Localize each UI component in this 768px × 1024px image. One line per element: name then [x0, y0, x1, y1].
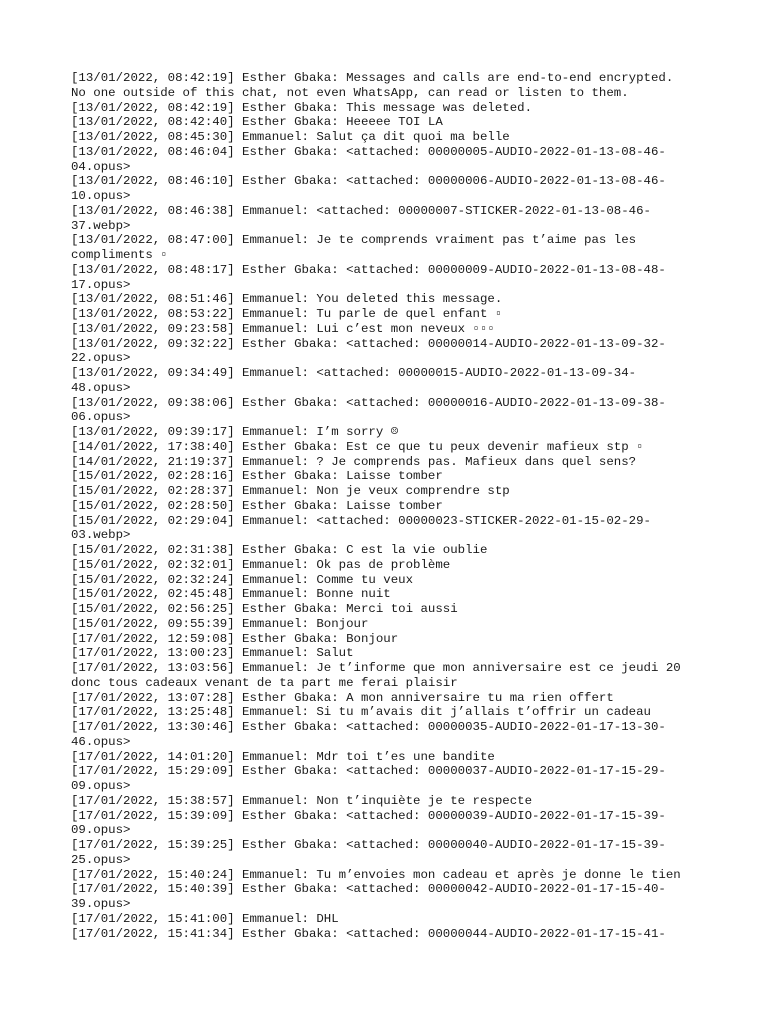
chat-log-line: [13/01/2022, 08:42:19] Esther Gbaka: This message was deleted.	[71, 100, 533, 115]
chat-log-line: 22.opus>	[71, 351, 131, 366]
chat-log-text	[71, 71, 701, 941]
chat-log-line: [17/01/2022, 13:00:23] Emmanuel: Salut	[71, 646, 354, 661]
chat-log-line: [13/01/2022, 09:32:22] Esther Gbaka: <attached: 00000014-AUDIO-2022-01-13-09-32-	[71, 336, 666, 351]
chat-log-line: [17/01/2022, 14:01:20] Emmanuel: Mdr toi t’es une bandite	[71, 749, 495, 764]
chat-log-line: [13/01/2022, 08:51:46] Emmanuel: You deleted this message.	[71, 292, 503, 307]
chat-log-line: 06.opus>	[71, 410, 131, 425]
chat-log-line: [13/01/2022, 08:42:40] Esther Gbaka: Heeeee TOI LA	[71, 115, 443, 130]
chat-log-line: 17.opus>	[71, 277, 131, 292]
chat-log-line: [17/01/2022, 15:40:39] Esther Gbaka: <attached: 00000042-AUDIO-2022-01-17-15-40-	[71, 882, 666, 897]
chat-log-line: [17/01/2022, 15:38:57] Emmanuel: Non t’inquiète je te respecte	[71, 793, 533, 808]
chat-log-line: [15/01/2022, 02:32:01] Emmanuel: Ok pas de problème	[71, 557, 451, 572]
chat-log-line: [13/01/2022, 08:46:38] Emmanuel: <attached: 00000007-STICKER-2022-01-13-08-46-	[71, 203, 651, 218]
chat-log-line: [15/01/2022, 02:29:04] Emmanuel: <attached: 00000023-STICKER-2022-01-15-02-29-	[71, 513, 651, 528]
chat-log-line: [15/01/2022, 02:28:37] Emmanuel: Non je veux comprendre stp	[71, 484, 510, 498]
chat-log-line: 46.opus>	[71, 734, 131, 749]
chat-log-line: [15/01/2022, 09:55:39] Emmanuel: Bonjour	[71, 616, 369, 631]
chat-log-line: [13/01/2022, 09:39:17] Emmanuel: I’m sorry ☹	[71, 425, 399, 439]
chat-log-line: 39.opus>	[71, 897, 131, 911]
chat-log-line: 04.opus>	[71, 159, 131, 174]
chat-log-line: [17/01/2022, 13:07:28] Esther Gbaka: A mon anniversaire tu ma rien offert	[71, 690, 614, 705]
chat-log-line: [13/01/2022, 08:42:19] Esther Gbaka: Messages and calls are end-to-end encrypted.	[71, 71, 674, 85]
chat-log-line: [17/01/2022, 15:40:24] Emmanuel: Tu m’envoies mon cadeau et après je donne le tien	[71, 867, 681, 882]
chat-log-line: [13/01/2022, 08:46:04] Esther Gbaka: <attached: 00000005-AUDIO-2022-01-13-08-46-	[71, 144, 666, 159]
chat-log-line: compliments ▫	[71, 248, 168, 262]
chat-log-line: [15/01/2022, 02:56:25] Esther Gbaka: Merci toi aussi	[71, 602, 458, 616]
chat-log-line: donc tous cadeaux venant de ta part me ferai plaisir	[71, 675, 458, 690]
chat-log-line: 10.opus>	[71, 189, 131, 203]
chat-log-line: [17/01/2022, 15:39:25] Esther Gbaka: <attached: 00000040-AUDIO-2022-01-17-15-39-	[71, 838, 666, 852]
chat-log-line: 03.webp>	[71, 528, 131, 543]
chat-log-line: [15/01/2022, 02:31:38] Esther Gbaka: C est la vie oublie	[71, 543, 488, 557]
chat-log-line: 48.opus>	[71, 380, 131, 395]
chat-log-line: No one outside of this chat, not even WhatsApp, can read or listen to them.	[71, 85, 629, 100]
chat-log-line: [15/01/2022, 02:28:16] Esther Gbaka: Laisse tomber	[71, 469, 443, 484]
chat-log-line: [13/01/2022, 09:23:58] Emmanuel: Lui c’est mon neveux ▫▫▫	[71, 321, 495, 336]
chat-log-line: [14/01/2022, 17:38:40] Esther Gbaka: Est ce que tu peux devenir mafieux stp ▫	[71, 439, 644, 454]
chat-log-line: [13/01/2022, 09:34:49] Emmanuel: <attached: 00000015-AUDIO-2022-01-13-09-34-	[71, 366, 637, 380]
chat-log-line: [13/01/2022, 08:46:10] Esther Gbaka: <attached: 00000006-AUDIO-2022-01-13-08-46-	[71, 174, 666, 189]
chat-log-line: [15/01/2022, 02:28:50] Esther Gbaka: Laisse tomber	[71, 498, 443, 513]
chat-log-line: [17/01/2022, 15:39:09] Esther Gbaka: <attached: 00000039-AUDIO-2022-01-17-15-39-	[71, 808, 666, 823]
chat-log-line: [17/01/2022, 12:59:08] Esther Gbaka: Bonjour	[71, 631, 399, 646]
chat-log-line: [17/01/2022, 13:03:56] Emmanuel: Je t’informe que mon anniversaire est ce jeudi 20	[71, 661, 681, 675]
chat-log-line: [15/01/2022, 02:32:24] Emmanuel: Comme tu veux	[71, 572, 414, 587]
chat-log-line: [13/01/2022, 08:47:00] Emmanuel: Je te comprends vraiment pas t’aime pas les	[71, 233, 637, 248]
chat-log-line: [13/01/2022, 08:53:22] Emmanuel: Tu parle de quel enfant ▫	[71, 307, 503, 321]
chat-log-line: [14/01/2022, 21:19:37] Emmanuel: ? Je comprends pas. Mafieux dans quel sens?	[71, 454, 637, 469]
chat-log-line: [15/01/2022, 02:45:48] Emmanuel: Bonne nuit	[71, 587, 391, 602]
chat-log-line: [17/01/2022, 15:41:34] Esther Gbaka: <attached: 00000044-AUDIO-2022-01-17-15-41-	[71, 926, 666, 941]
chat-log-line: [13/01/2022, 08:48:17] Esther Gbaka: <attached: 00000009-AUDIO-2022-01-13-08-48-	[71, 262, 666, 277]
chat-log-line: [17/01/2022, 15:41:00] Emmanuel: DHL	[71, 911, 339, 926]
chat-log-line: [13/01/2022, 08:45:30] Emmanuel: Salut ça dit quoi ma belle	[71, 130, 510, 144]
chat-log-line: [17/01/2022, 15:29:09] Esther Gbaka: <attached: 00000037-AUDIO-2022-01-17-15-29-	[71, 764, 666, 779]
chat-log-line: 09.opus>	[71, 823, 131, 838]
chat-log-line: [13/01/2022, 09:38:06] Esther Gbaka: <attached: 00000016-AUDIO-2022-01-13-09-38-	[71, 395, 666, 410]
chat-log-line: 37.webp>	[71, 218, 131, 233]
chat-log-line: 25.opus>	[71, 852, 131, 867]
chat-log-line: [17/01/2022, 13:25:48] Emmanuel: Si tu m’avais dit j’allais t’offrir un cadeau	[71, 705, 651, 720]
chat-log-line: [17/01/2022, 13:30:46] Esther Gbaka: <attached: 00000035-AUDIO-2022-01-17-13-30-	[71, 720, 666, 734]
chat-log-line: 09.opus>	[71, 779, 131, 793]
